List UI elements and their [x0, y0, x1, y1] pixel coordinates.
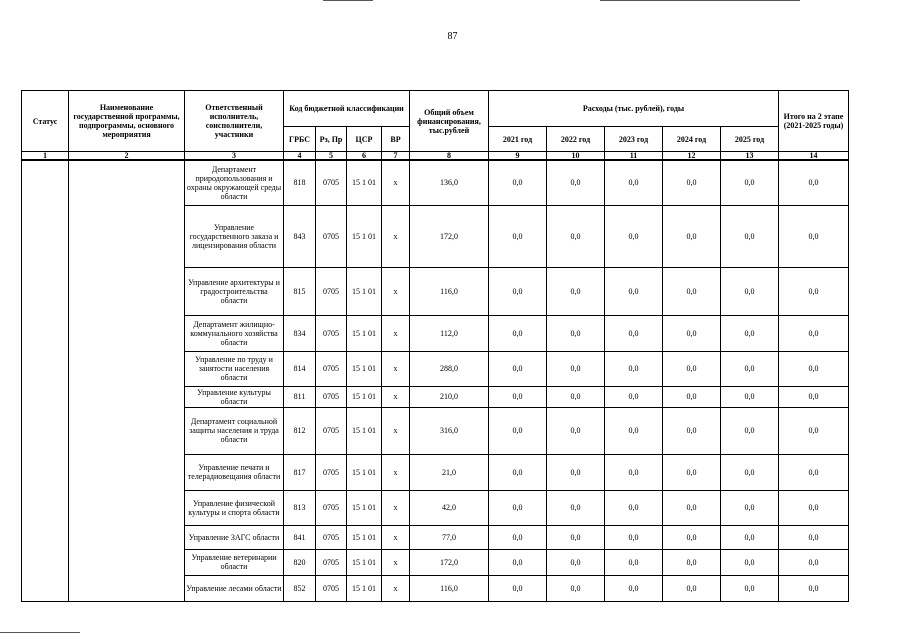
header-name: Наименование государственной программы, подпрограммы, основного мероприятия	[69, 91, 185, 152]
y2023-cell: 0,0	[605, 407, 663, 454]
y2024-cell: 0,0	[663, 490, 721, 525]
rz-pr-cell: 0705	[316, 205, 347, 267]
executor-cell: Департамент жилищно-коммунального хозяйства области	[185, 315, 284, 351]
stage-total-cell: 0,0	[779, 490, 849, 525]
rz-pr-cell: 0705	[316, 351, 347, 386]
y2024-cell: 0,0	[663, 407, 721, 454]
vr-cell: х	[382, 490, 410, 525]
vr-cell: х	[382, 267, 410, 315]
stage-total-cell: 0,0	[779, 407, 849, 454]
vr-cell: х	[382, 315, 410, 351]
y2023-cell: 0,0	[605, 575, 663, 601]
column-number: 10	[547, 152, 605, 161]
header-2024: 2024 год	[663, 127, 721, 152]
y2025-cell: 0,0	[721, 160, 779, 205]
vr-cell: х	[382, 549, 410, 575]
grbs-cell: 815	[284, 267, 316, 315]
y2025-cell: 0,0	[721, 351, 779, 386]
y2024-cell: 0,0	[663, 454, 721, 490]
y2025-cell: 0,0	[721, 549, 779, 575]
grbs-cell: 814	[284, 351, 316, 386]
y2023-cell: 0,0	[605, 351, 663, 386]
top-edge-rule	[600, 0, 800, 1]
y2025-cell: 0,0	[721, 490, 779, 525]
stage-total-cell: 0,0	[779, 160, 849, 205]
csr-cell: 15 1 01	[347, 454, 382, 490]
y2023-cell: 0,0	[605, 525, 663, 549]
stage-total-cell: 0,0	[779, 454, 849, 490]
column-number: 2	[69, 152, 185, 161]
total-volume-cell: 172,0	[410, 205, 489, 267]
name-cell	[69, 160, 185, 601]
vr-cell: х	[382, 575, 410, 601]
y2022-cell: 0,0	[547, 386, 605, 407]
stage-total-cell: 0,0	[779, 315, 849, 351]
y2025-cell: 0,0	[721, 407, 779, 454]
y2021-cell: 0,0	[489, 267, 547, 315]
grbs-cell: 841	[284, 525, 316, 549]
grbs-cell: 812	[284, 407, 316, 454]
executor-cell: Управление культуры области	[185, 386, 284, 407]
executor-cell: Управление ЗАГС области	[185, 525, 284, 549]
stage-total-cell: 0,0	[779, 267, 849, 315]
y2021-cell: 0,0	[489, 205, 547, 267]
header-2021: 2021 год	[489, 127, 547, 152]
y2022-cell: 0,0	[547, 160, 605, 205]
grbs-cell: 834	[284, 315, 316, 351]
y2021-cell: 0,0	[489, 575, 547, 601]
rz-pr-cell: 0705	[316, 454, 347, 490]
column-number: 8	[410, 152, 489, 161]
y2021-cell: 0,0	[489, 454, 547, 490]
column-number: 6	[347, 152, 382, 161]
y2023-cell: 0,0	[605, 454, 663, 490]
rz-pr-cell: 0705	[316, 490, 347, 525]
budget-table	[21, 90, 849, 602]
stage-total-cell: 0,0	[779, 525, 849, 549]
top-edge-rule	[323, 0, 373, 1]
y2021-cell: 0,0	[489, 490, 547, 525]
grbs-cell: 820	[284, 549, 316, 575]
y2022-cell: 0,0	[547, 315, 605, 351]
stage-total-cell: 0,0	[779, 205, 849, 267]
rz-pr-cell: 0705	[316, 267, 347, 315]
y2023-cell: 0,0	[605, 315, 663, 351]
rz-pr-cell: 0705	[316, 525, 347, 549]
executor-cell: Департамент социальной защиты населения и труда области	[185, 407, 284, 454]
y2024-cell: 0,0	[663, 205, 721, 267]
rz-pr-cell: 0705	[316, 386, 347, 407]
column-number: 14	[779, 152, 849, 161]
y2022-cell: 0,0	[547, 205, 605, 267]
csr-cell: 15 1 01	[347, 407, 382, 454]
total-volume-cell: 288,0	[410, 351, 489, 386]
y2023-cell: 0,0	[605, 490, 663, 525]
column-number-row	[22, 152, 849, 161]
y2021-cell: 0,0	[489, 549, 547, 575]
header-grbs: ГРБС	[284, 127, 316, 152]
grbs-cell: 843	[284, 205, 316, 267]
column-number: 3	[185, 152, 284, 161]
rz-pr-cell: 0705	[316, 160, 347, 205]
vr-cell: х	[382, 386, 410, 407]
rz-pr-cell: 0705	[316, 315, 347, 351]
header-stage-total: Итого на 2 этапе (2021-2025 годы)	[779, 91, 849, 152]
csr-cell: 15 1 01	[347, 490, 382, 525]
bottom-edge-rule	[0, 632, 80, 633]
y2022-cell: 0,0	[547, 490, 605, 525]
y2025-cell: 0,0	[721, 575, 779, 601]
header-expenses: Расходы (тыс. рублей), годы	[489, 91, 779, 127]
executor-cell: Департамент природопользования и охраны окружающей среды области	[185, 160, 284, 205]
table-body	[22, 160, 849, 601]
vr-cell: х	[382, 205, 410, 267]
y2023-cell: 0,0	[605, 549, 663, 575]
vr-cell: х	[382, 407, 410, 454]
total-volume-cell: 42,0	[410, 490, 489, 525]
total-volume-cell: 172,0	[410, 549, 489, 575]
y2025-cell: 0,0	[721, 454, 779, 490]
total-volume-cell: 116,0	[410, 575, 489, 601]
y2021-cell: 0,0	[489, 525, 547, 549]
y2022-cell: 0,0	[547, 454, 605, 490]
status-cell	[22, 160, 69, 601]
total-volume-cell: 210,0	[410, 386, 489, 407]
column-number: 11	[605, 152, 663, 161]
csr-cell: 15 1 01	[347, 160, 382, 205]
total-volume-cell: 316,0	[410, 407, 489, 454]
executor-cell: Управление архитектуры и градостроительства области	[185, 267, 284, 315]
grbs-cell: 813	[284, 490, 316, 525]
y2024-cell: 0,0	[663, 315, 721, 351]
executor-cell: Управление печати и телерадиовещания области	[185, 454, 284, 490]
executor-cell: Управление ветеринарии области	[185, 549, 284, 575]
vr-cell: х	[382, 160, 410, 205]
header-row	[22, 91, 849, 127]
csr-cell: 15 1 01	[347, 315, 382, 351]
total-volume-cell: 116,0	[410, 267, 489, 315]
y2023-cell: 0,0	[605, 386, 663, 407]
header-rz-pr: Рз, Пр	[316, 127, 347, 152]
y2021-cell: 0,0	[489, 407, 547, 454]
csr-cell: 15 1 01	[347, 386, 382, 407]
csr-cell: 15 1 01	[347, 351, 382, 386]
column-number: 9	[489, 152, 547, 161]
y2023-cell: 0,0	[605, 205, 663, 267]
total-volume-cell: 112,0	[410, 315, 489, 351]
y2024-cell: 0,0	[663, 267, 721, 315]
y2022-cell: 0,0	[547, 407, 605, 454]
y2024-cell: 0,0	[663, 549, 721, 575]
y2025-cell: 0,0	[721, 525, 779, 549]
column-number: 12	[663, 152, 721, 161]
y2022-cell: 0,0	[547, 525, 605, 549]
header-2022: 2022 год	[547, 127, 605, 152]
grbs-cell: 817	[284, 454, 316, 490]
y2024-cell: 0,0	[663, 160, 721, 205]
y2025-cell: 0,0	[721, 386, 779, 407]
csr-cell: 15 1 01	[347, 575, 382, 601]
y2025-cell: 0,0	[721, 267, 779, 315]
csr-cell: 15 1 01	[347, 525, 382, 549]
header-executor: Ответственный исполнитель, соисполнители, участники	[185, 91, 284, 152]
header-total-volume: Общий объем финансирования, тыс.рублей	[410, 91, 489, 152]
csr-cell: 15 1 01	[347, 205, 382, 267]
rz-pr-cell: 0705	[316, 575, 347, 601]
total-volume-cell: 136,0	[410, 160, 489, 205]
column-number: 13	[721, 152, 779, 161]
executor-cell: Управление по труду и занятости населения области	[185, 351, 284, 386]
header-2023: 2023 год	[605, 127, 663, 152]
header-vr: ВР	[382, 127, 410, 152]
column-number: 1	[22, 152, 69, 161]
column-number: 7	[382, 152, 410, 161]
y2023-cell: 0,0	[605, 160, 663, 205]
stage-total-cell: 0,0	[779, 549, 849, 575]
y2022-cell: 0,0	[547, 351, 605, 386]
executor-cell: Управление государственного заказа и лицензирования области	[185, 205, 284, 267]
vr-cell: х	[382, 351, 410, 386]
column-number: 4	[284, 152, 316, 161]
stage-total-cell: 0,0	[779, 351, 849, 386]
y2021-cell: 0,0	[489, 315, 547, 351]
header-budget-code: Код бюджетной классификации	[284, 91, 410, 127]
stage-total-cell: 0,0	[779, 575, 849, 601]
y2024-cell: 0,0	[663, 525, 721, 549]
total-volume-cell: 21,0	[410, 454, 489, 490]
y2025-cell: 0,0	[721, 205, 779, 267]
header-2025: 2025 год	[721, 127, 779, 152]
y2024-cell: 0,0	[663, 575, 721, 601]
vr-cell: х	[382, 525, 410, 549]
grbs-cell: 811	[284, 386, 316, 407]
y2023-cell: 0,0	[605, 267, 663, 315]
stage-total-cell: 0,0	[779, 386, 849, 407]
grbs-cell: 852	[284, 575, 316, 601]
y2024-cell: 0,0	[663, 386, 721, 407]
page-number: 87	[447, 31, 458, 42]
column-number: 5	[316, 152, 347, 161]
y2021-cell: 0,0	[489, 160, 547, 205]
header-status: Статус	[22, 91, 69, 152]
table-row	[22, 160, 849, 205]
csr-cell: 15 1 01	[347, 267, 382, 315]
y2021-cell: 0,0	[489, 351, 547, 386]
y2022-cell: 0,0	[547, 549, 605, 575]
csr-cell: 15 1 01	[347, 549, 382, 575]
y2022-cell: 0,0	[547, 267, 605, 315]
y2025-cell: 0,0	[721, 315, 779, 351]
rz-pr-cell: 0705	[316, 549, 347, 575]
rz-pr-cell: 0705	[316, 407, 347, 454]
vr-cell: х	[382, 454, 410, 490]
y2024-cell: 0,0	[663, 351, 721, 386]
executor-cell: Управление лесами области	[185, 575, 284, 601]
y2021-cell: 0,0	[489, 386, 547, 407]
grbs-cell: 818	[284, 160, 316, 205]
executor-cell: Управление физической культуры и спорта области	[185, 490, 284, 525]
header-csr: ЦСР	[347, 127, 382, 152]
total-volume-cell: 77,0	[410, 525, 489, 549]
y2022-cell: 0,0	[547, 575, 605, 601]
